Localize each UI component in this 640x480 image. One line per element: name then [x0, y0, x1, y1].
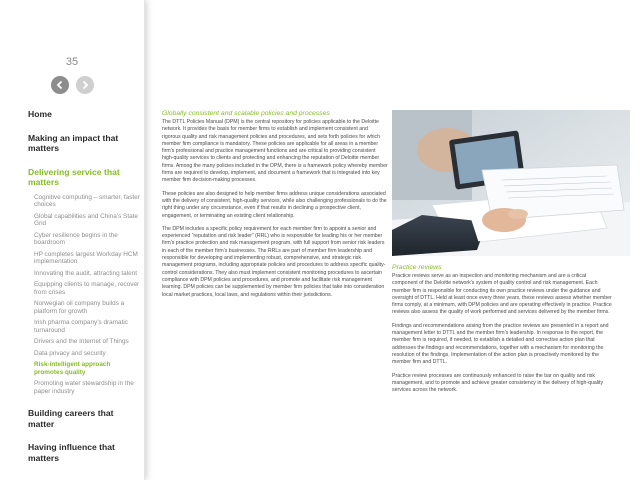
- next-page-button[interactable]: [76, 76, 94, 94]
- menu-subitem-china-state-grid[interactable]: Global capabilities and China’s State Grid: [34, 212, 138, 227]
- menu-subitem-irish-pharma[interactable]: Irish pharma company’s dramatic turnaround: [34, 319, 129, 334]
- menu-item-making-an-impact[interactable]: Making an impact that matters: [28, 132, 119, 153]
- menu-subitem-internet-of-things[interactable]: Drivers and the Internet of Things: [34, 338, 129, 345]
- hero-photo: [392, 110, 630, 256]
- section-menu: [28, 109, 140, 476]
- practice-reviews-section: [392, 264, 612, 400]
- section-heading: Globally consistent and scalable policies and processes: [162, 110, 330, 117]
- menu-subitem-water-stewardship[interactable]: Promoting water stewardship in the paper industry: [34, 380, 134, 395]
- body-paragraph: Practice review processes are continuously enhanced to raise the bar on quality and risk management, and to promote and achieve greater consistency in the delivery of high-quality services across the network.: [392, 372, 604, 394]
- menu-subitem-cognitive-computing[interactable]: Cognitive computing – smarter, faster choices: [34, 193, 140, 208]
- menu-subitem-norwegian-oil[interactable]: Norwegian oil company builds a platform for growth: [34, 300, 125, 315]
- body-paragraph: The DTTL Policies Manual (DPM) is the central repository for policies applicable to the Deloitte network. It provides the basis for member firms to establish and implement consistent and rigorous quality and risk management policies and procedures, and sets forth policies for which member firm compliance is mandatory. These policies are applicable for all areas in a member firm’s professional and practice management functions and are critical to providing consistent high-quality services to clients and protecting and enhancing the reputation of Deloitte member firms. Among the many policies included in the DPM, there is a framework policy whereby member firms are required to develop, implement, and document a framework that is integrated into key member firm decision-making processes.: [162, 119, 388, 184]
- section-heading: Practice reviews: [392, 264, 442, 271]
- menu-subitem-hp-workday[interactable]: HP completes largest Workday HCM implementation: [34, 250, 138, 265]
- body-paragraph: Findings and recommendations arising from the practice reviews are presented in a report and management letter to DTTL and the member firm’s leadership. In response to the report, the member firm is required, if needed, to establish a detailed and corrective action plan that addresses the findings and recommendations, together with a mechanism for monitoring the resolution of the findings. Implementation of the action plan is proactively monitored by the member firm and DTTL.: [392, 322, 609, 366]
- menu-subitem-cyber-resilience[interactable]: Cyber resilience begins in the boardroom: [34, 231, 118, 246]
- menu-subitem-risk-intelligent[interactable]: Risk-intelligent approach promotes quality: [34, 361, 111, 376]
- menu-item-having-influence[interactable]: Having influence that matters: [28, 442, 115, 463]
- menu-subitem-crises[interactable]: Equipping clients to manage, recover from crises: [34, 281, 140, 296]
- body-paragraph: The DPM includes a specific policy requirement for each member firm to appoint a senior and experienced “reputation and risk leader” (RRL) who is responsible for leading his or her member firm’s practice protection and risk management program, with full support from senior risk leaders in each of the member firm’s businesses. The RRLs are part of member firm leadership and responsible for developing and implementing robust, comprehensive, and strategic risk management programs, including appropriate policies and procedures to address specific quality-control considerations. They also must implement consistent monitoring procedures to ascertain compliance with DPM policies and procedures, and promote and facilitate risk management learning. DPM policies can be supplemented by member firm policies that take into consideration local market practices, local laws, and regulations within their jurisdictions.: [162, 225, 386, 298]
- previous-page-button[interactable]: [51, 76, 69, 94]
- chevron-right-icon: [80, 80, 90, 90]
- body-paragraph: Practice reviews serve as an inspection and monitoring mechanism and are a critical component of the Deloitte network’s system of quality control and risk management. Each member firm is responsible for conducting its own practice reviews under the guidance and oversight of DTTL. Held at least once every three years, these reviews assess whether member firms comply, at a minimum, with DPM policies and are operating effectively in practice. Practice reviews also assess the quality of work performed and services delivered by the member firms.: [392, 273, 612, 316]
- menu-subitem-data-privacy[interactable]: Data privacy and security: [34, 349, 106, 357]
- menu-item-home[interactable]: Home: [28, 109, 52, 119]
- body-paragraph: These policies are also designed to help member firms address unique considerations associated with the delivery of consistent, high-quality services, while also challenging professionals to do the right thing under any circumstance, even if that results in declining a prospective client, engagement, or terminating an existing client relationship.: [162, 190, 387, 219]
- menu-subitem-innovating-audit[interactable]: Innovating the audit, attracting talent: [34, 269, 138, 277]
- document-handover-image: [392, 110, 630, 256]
- page-number: 35: [65, 56, 79, 68]
- menu-item-building-careers[interactable]: Building careers that matter: [28, 408, 114, 429]
- menu-item-delivering-service[interactable]: Delivering service that matters: [28, 166, 120, 187]
- chevron-left-icon: [55, 80, 65, 90]
- main-article: [162, 110, 388, 305]
- sidebar: [0, 0, 145, 480]
